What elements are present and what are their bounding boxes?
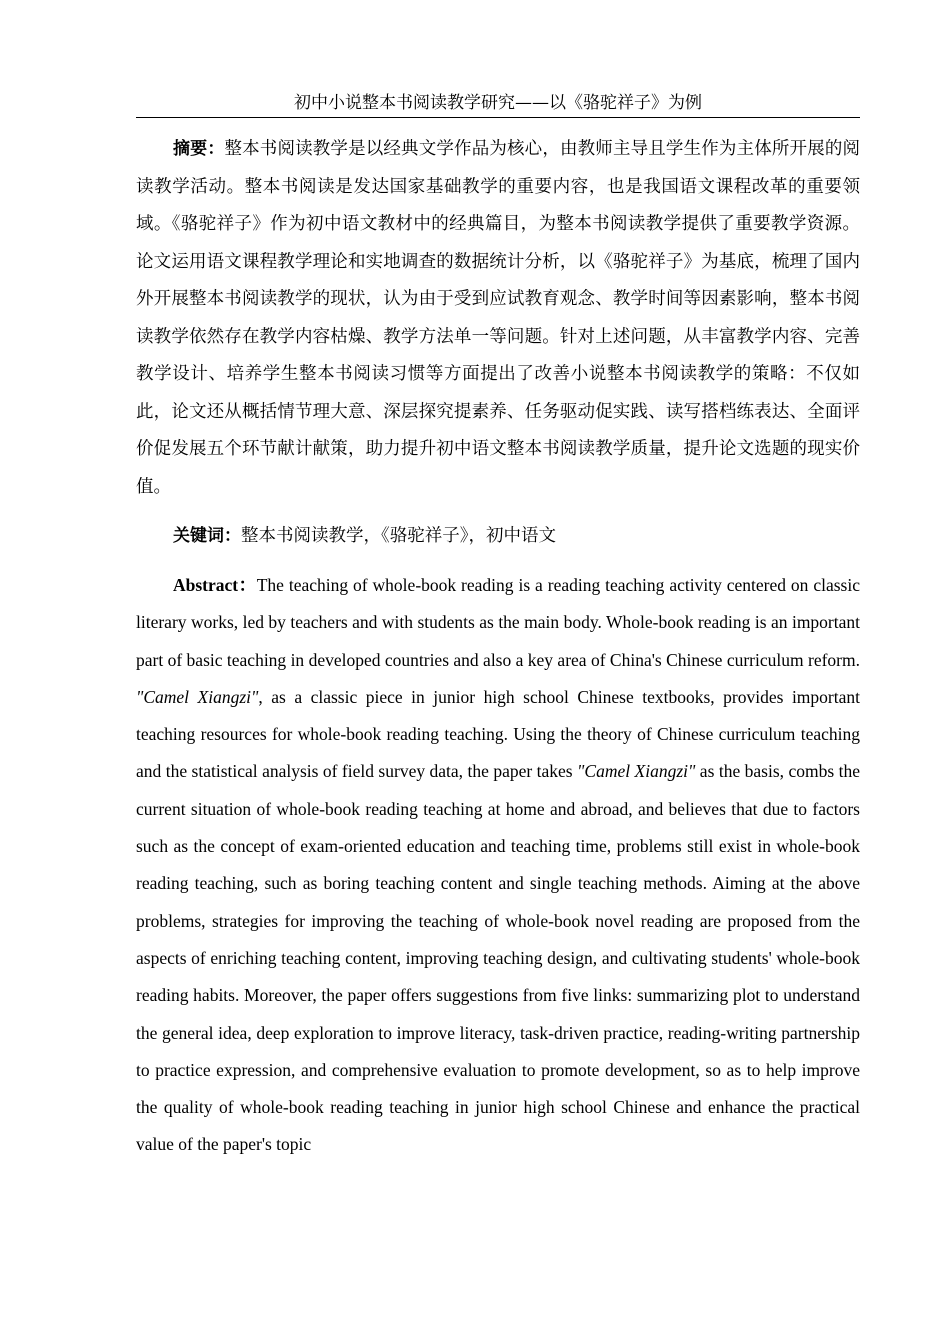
chinese-abstract	[136, 131, 860, 506]
english-abstract-text-3: as the basis, combs the current situation of whole-book reading teaching at home and abroad, and believes that due to factors such as the concept of exam-oriented education and teaching time, problems still exist in whole-book reading teaching, such as boring teaching content and single teaching methods. Aiming at the above problems, strategies for improving the teaching of whole-book novel reading are proposed from the aspects of enriching teaching content, improving teaching design, and cultivating students' whole-book reading habits. Moreover, the paper offers suggestions from five links: summarizing plot to understand the general idea, deep exploration to improve literacy, task-driven practice, reading-writing partnership to practice expression, and comprehensive evaluation to promote development, so as to help improve the quality of whole-book reading teaching in junior high school Chinese and enhance the practical value of the paper's topic	[136, 761, 860, 1155]
english-abstract-label: Abstract：	[173, 575, 257, 595]
running-header: 初中小说整本书阅读教学研究——以《骆驼祥子》为例	[136, 90, 860, 118]
chinese-keywords	[136, 518, 860, 556]
english-abstract-text-2: , as a classic piece in junior high school Chinese textbooks, provides important teaching resources for whole-book reading teaching. Using the theory of Chinese curriculum teaching and the statistical analysis of field survey data, the paper takes	[136, 686, 860, 782]
english-abstract-text-1: The teaching of whole-book reading is a reading teaching activity centered on classic literary works, led by teachers and with students as the main body. Whole-book reading is an important part of basic teaching in developed countries and also a key area of China's Chinese curriculum reform.	[136, 575, 860, 670]
english-abstract	[136, 567, 860, 1164]
chinese-abstract-label: 摘要：	[173, 139, 225, 159]
english-title-reference-1: "Camel Xiangzi"	[136, 686, 259, 707]
keywords-text: 整本书阅读教学，《骆驼祥子》，初中语文	[241, 526, 556, 546]
chinese-abstract-text: 整本书阅读教学是以经典文学作品为核心，由教师主导且学生作为主体所开展的阅读教学活动。整本书阅读是发达国家基础教学的重要内容，也是我国语文课程改革的重要领域。《骆驼祥子》作为初中语文教材中的经典篇目，为整本书阅读教学提供了重要教学资源。论文运用语文课程教学理论和实地调查的数据统计分析，以《骆驼祥子》为基底，梳理了国内外开展整本书阅读教学的现状，认为由于受到应试教育观念、教学时间等因素影响，整本书阅读教学依然存在教学内容枯燥、教学方法单一等问题。针对上述问题，从丰富教学内容、完善教学设计、培养学生整本书阅读习惯等方面提出了改善小说整本书阅读教学的策略：不仅如此，论文还从概括情节理大意、深层探究提素养、任务驱动促实践、读写搭档练表达、全面评价促发展五个环节献计献策，助力提升初中语文整本书阅读教学质量，提升论文选题的现实价值。	[136, 139, 861, 497]
english-title-reference-2: "Camel Xiangzi"	[577, 761, 696, 782]
keywords-label: 关键词：	[173, 526, 241, 546]
